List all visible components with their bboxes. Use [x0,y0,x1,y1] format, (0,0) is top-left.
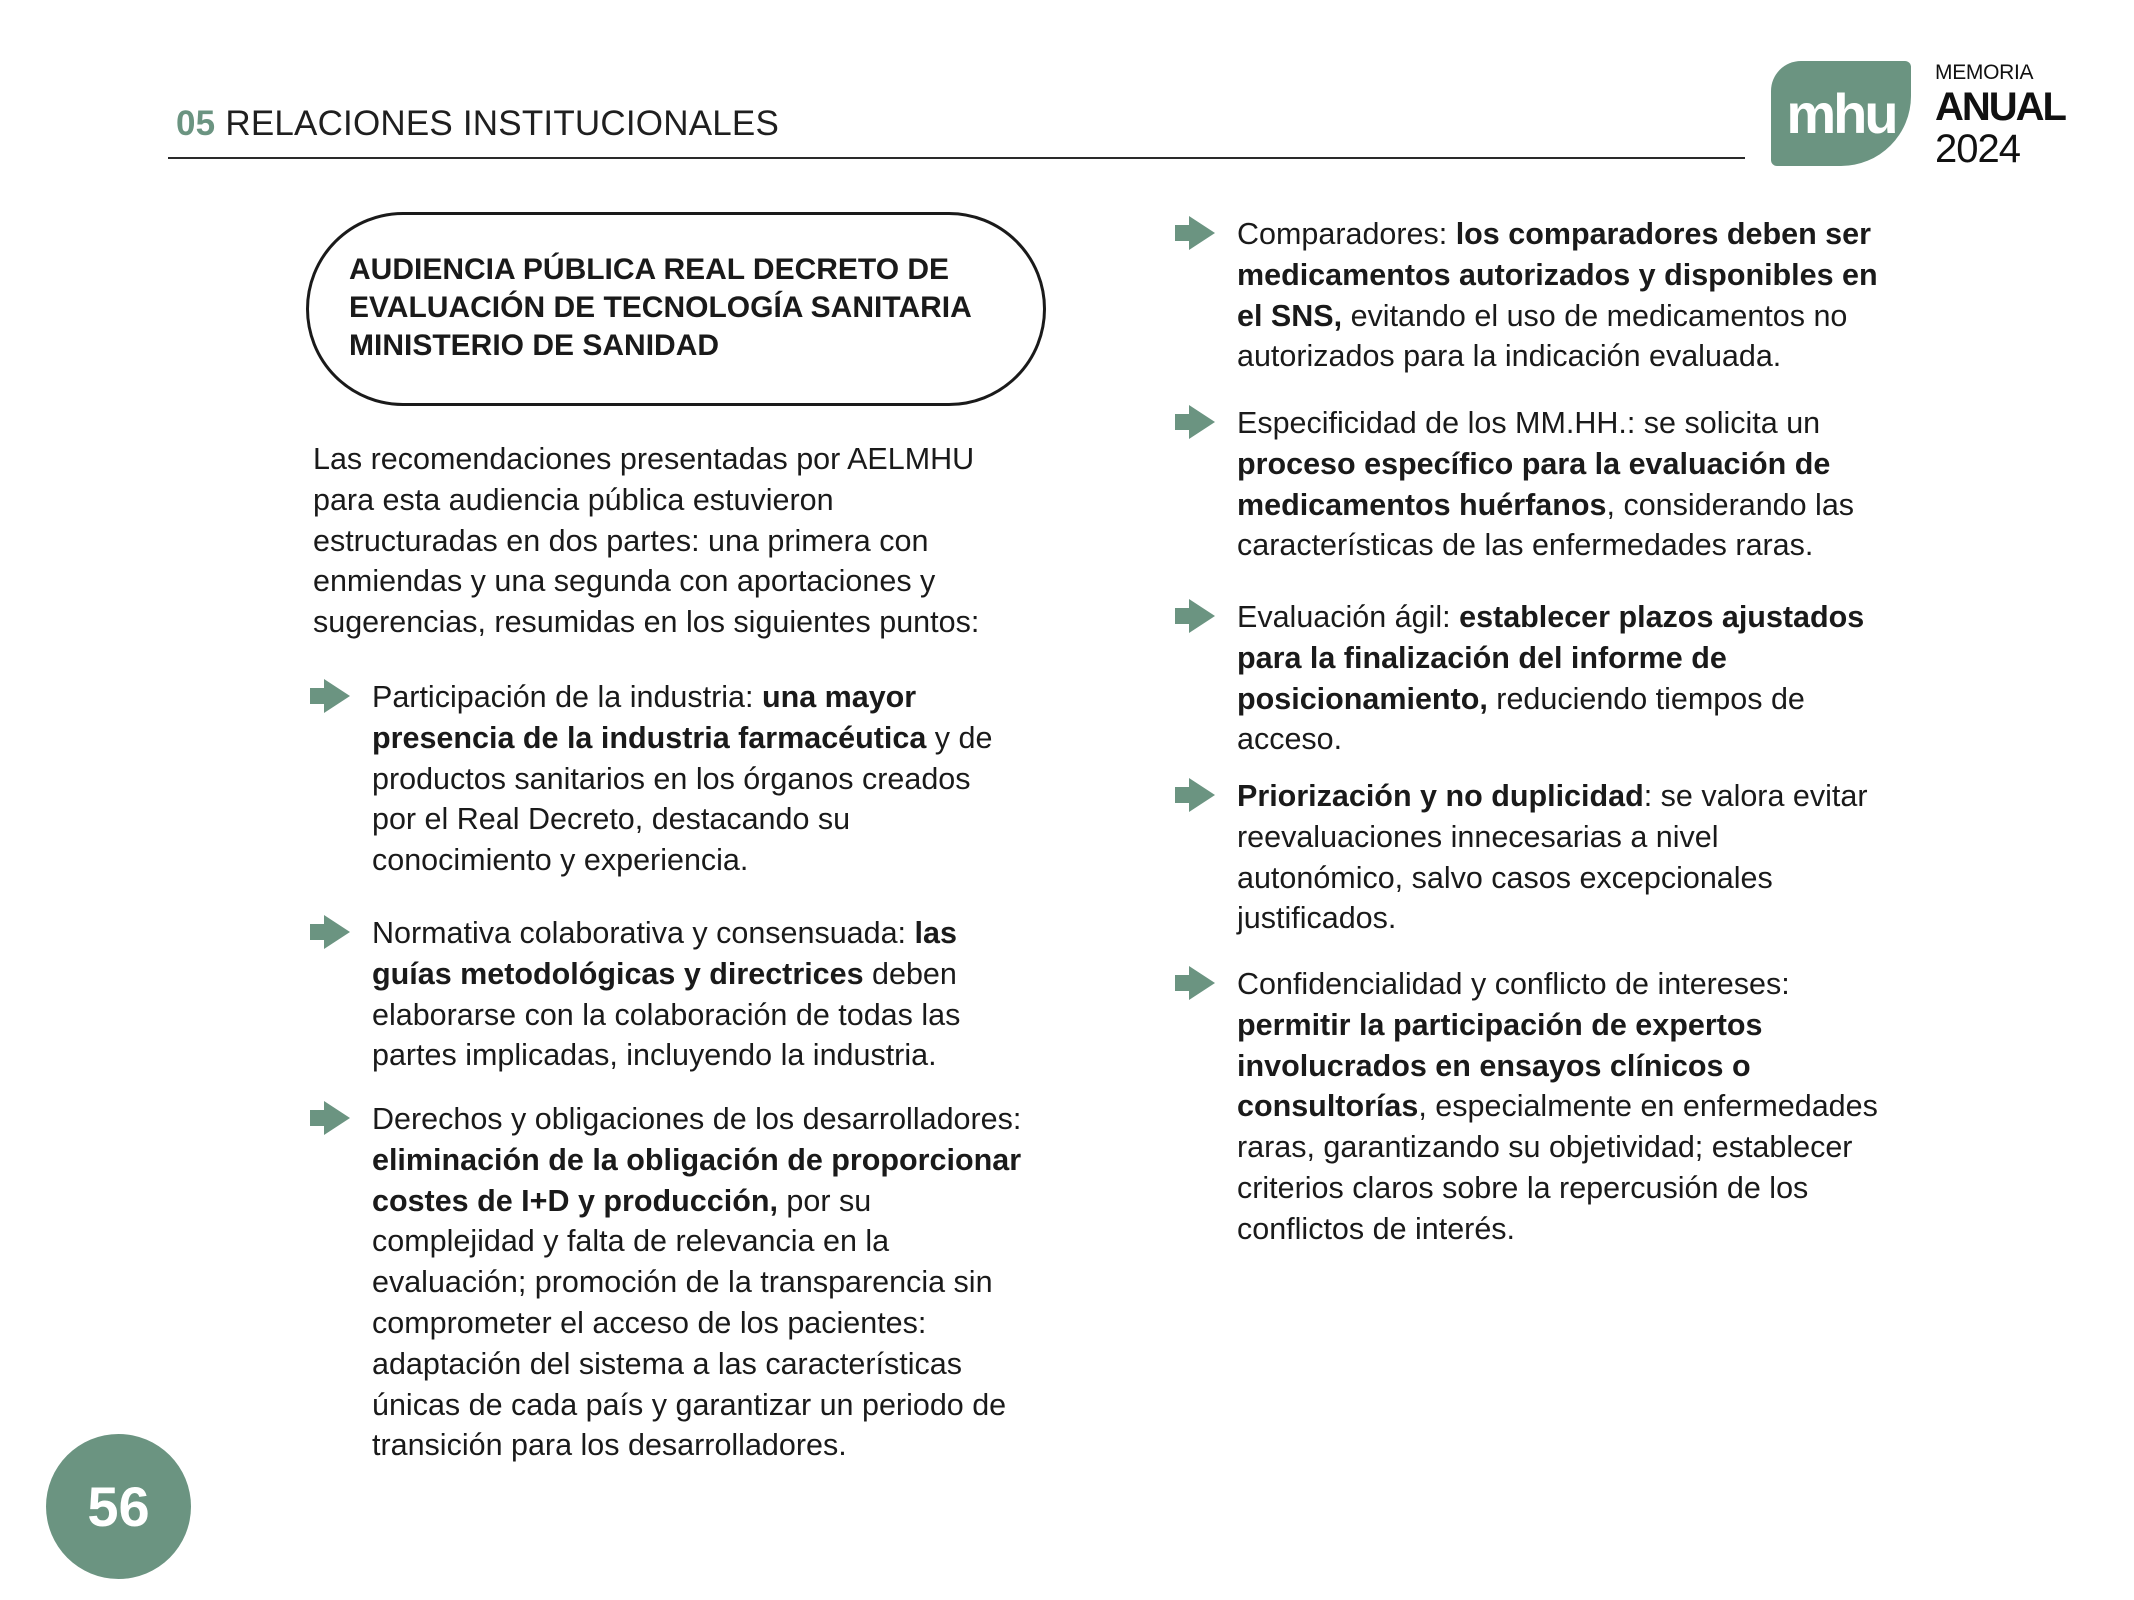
bullet-line [1237,964,1937,1005]
bullet-line [1237,403,1917,444]
bullet-text-bold: consultorías [1237,1089,1419,1124]
bullet-text: Normativa colaborativa y consensuada: [372,916,915,950]
bullet-text-bold: para la finalización del informe de [1237,640,1727,675]
intro-paragraph [313,439,1033,643]
bullet-collaborative-regulation [372,913,1052,1076]
bullet-text-bold: guías metodológicas y directrices [372,956,864,991]
bullet-line [1237,444,1917,485]
bullet-text: características de las enfermedades raras. [1237,528,1814,563]
audience-title-line: EVALUACIÓN DE TECNOLOGÍA SANITARIA [349,291,972,324]
arrow-right-icon [310,1101,350,1135]
intro-line: para esta audiencia pública estuvieron [313,482,834,517]
bullet-text-bold: proceso específico para la evaluación de [1237,446,1831,481]
bullet-text: Confidencialidad y conflicto de intereses: [1237,967,1790,1001]
bullet-line [1237,776,1917,817]
bullet-line [372,1035,1052,1076]
bullet-developer-rights [372,1099,1072,1466]
bullet-line [1237,255,1917,296]
bullet-text: elaborarse con la colaboración de todas las [372,997,961,1032]
bullet-text: Participación de la industria: [372,680,762,714]
bullet-line [1237,214,1917,255]
bullet-text: reduciendo tiempos de [1487,681,1805,716]
bullet-line [1237,1086,1937,1127]
audience-title-box [306,212,1046,406]
audience-title-line: MINISTERIO DE SANIDAD [349,329,720,362]
bullet-line [1237,525,1917,566]
bullet-text: Especificidad de los MM.HH.: se solicita un [1237,406,1821,440]
arrow-right-icon [1175,778,1215,812]
bullet-text: : se valora evitar [1643,779,1868,813]
bullet-text-bold: medicamentos huérfanos [1237,487,1607,522]
bullet-text: conocimiento y experiencia. [372,843,749,878]
bullet-line [1237,597,1917,638]
bullet-line [372,1425,1072,1466]
bullet-text-bold: involucrados en ensayos clínicos o [1237,1048,1751,1083]
mhu-logo-icon [1771,61,1911,166]
bullet-text: Derechos y obligaciones de los desarrolladores: [372,1102,1022,1136]
bullet-text: evitando el uso de medicamentos no [1342,298,1848,333]
bullet-text: , considerando las [1606,487,1855,522]
bullet-line [372,718,1052,759]
arrow-right-icon [310,915,350,949]
bullet-text-bold: posicionamiento, [1237,681,1488,716]
bullet-text-bold: establecer plazos ajustados [1459,600,1865,634]
bullet-text: justificados. [1237,901,1397,936]
bullet-line [372,677,1052,718]
bullet-prioritization [1237,776,1917,939]
bullet-text-bold: medicamentos autorizados y disponibles en [1237,257,1878,292]
bullet-line [1237,336,1917,377]
bullet-line [372,840,1052,881]
logo-text [1935,62,2065,169]
bullet-orphan-specificity [1237,403,1917,566]
header-divider [168,157,1745,159]
bullet-line [1237,296,1917,337]
bullet-text-bold: los comparadores deben ser [1455,217,1871,251]
bullet-text: evaluación; promoción de la transparencia sin [372,1265,993,1300]
intro-line: Las recomendaciones presentadas por AELMHU [313,442,975,476]
bullet-text: acceso. [1237,722,1343,757]
arrow-right-icon [310,679,350,713]
bullet-text: por su [777,1183,872,1218]
bullet-line [1237,1127,1937,1168]
bullet-line [372,1262,1072,1303]
bullet-text: conflictos de interés. [1237,1211,1516,1246]
bullet-line [372,759,1052,800]
bullet-text-bold: Priorización y no duplicidad [1237,779,1644,813]
logo-mark: mhu [1786,82,1896,145]
section-number: 05 [176,104,216,143]
bullet-line [1237,858,1917,899]
bullet-text: , especialmente en enfermedades [1418,1089,1878,1124]
bullet-line [372,1344,1072,1385]
bullet-industry-participation [372,677,1052,881]
page-number: 56 [87,1475,150,1538]
section-title: RELACIONES INSTITUCIONALES [225,104,779,143]
bullet-text: deben [863,956,957,991]
bullet-text-bold: eliminación de la obligación de proporcionar [372,1142,1022,1177]
logo-line-year: 2024 [1935,127,2020,171]
bullet-text-bold: permitir la participación de expertos [1237,1007,1763,1042]
bullet-text-bold: costes de I+D y producción, [372,1183,778,1218]
bullet-text: complejidad y falta de relevancia en la [372,1224,890,1259]
bullet-line [372,1385,1072,1426]
bullet-line [1237,1046,1937,1087]
bullet-line [1237,1005,1937,1046]
intro-line: enmiendas y una segunda con aportaciones y [313,564,936,599]
bullet-text: únicas de cada país y garantizar un periodo de [372,1387,1007,1422]
bullet-line [1237,485,1917,526]
bullet-text: por el Real Decreto, destacando su [372,802,851,837]
bullet-line [372,1099,1072,1140]
bullet-line [1237,1209,1937,1250]
bullet-line [1237,638,1917,679]
arrow-right-icon [1175,966,1215,1000]
bullet-line [1237,817,1917,858]
bullet-agile-evaluation [1237,597,1917,760]
bullet-line [372,799,1052,840]
logo-line-anual: ANUAL [1935,85,2065,129]
bullet-line [1237,679,1917,720]
bullet-text: adaptación del sistema a las características [372,1346,962,1381]
bullet-line [372,913,1052,954]
bullet-text: autorizados para la indicación evaluada. [1237,339,1782,374]
bullet-text: transición para los desarrolladores. [372,1428,847,1463]
audience-title-line: AUDIENCIA PÚBLICA REAL DECRETO DE [349,253,950,286]
bullet-text-bold: las [914,916,957,950]
bullet-text: criterios claros sobre la repercusión de los [1237,1170,1809,1205]
arrow-right-icon [1175,405,1215,439]
page-number-badge [46,1434,191,1579]
bullet-text: partes implicadas, incluyendo la industria. [372,1038,937,1073]
arrow-right-icon [1175,599,1215,633]
section-header [176,104,779,144]
logo-line-memoria: MEMORIA [1935,61,2034,84]
bullet-text-bold: el SNS, [1237,298,1343,333]
bullet-line [372,1303,1072,1344]
intro-line: estructuradas en dos partes: una primera con [313,523,929,558]
bullet-text: y de [926,720,993,755]
intro-line: sugerencias, resumidas en los siguientes puntos: [313,605,980,640]
bullet-text: comprometer el acceso de los pacientes: [372,1305,927,1340]
bullet-line [372,1221,1072,1262]
bullet-line [372,954,1052,995]
bullet-text: autonómico, salvo casos excepcionales [1237,860,1773,895]
bullet-text: Evaluación ágil: [1237,600,1460,634]
bullet-comparators [1237,214,1917,377]
bullet-line [1237,719,1917,760]
bullet-line [1237,898,1917,939]
bullet-text: productos sanitarios en los órganos creados [372,761,971,796]
arrow-right-icon [1175,216,1215,250]
bullet-text: raras, garantizando su objetividad; establecer [1237,1130,1853,1165]
bullet-text: reevaluaciones innecesarias a nivel [1237,819,1719,854]
bullet-line [372,1181,1072,1222]
bullet-line [1237,1168,1937,1209]
bullet-text-bold: una mayor [761,680,917,714]
bullet-text: Comparadores: [1237,217,1456,251]
bullet-line [372,1140,1072,1181]
bullet-confidentiality [1237,964,1937,1250]
bullet-line [372,995,1052,1036]
bullet-text-bold: presencia de la industria farmacéutica [372,720,927,755]
